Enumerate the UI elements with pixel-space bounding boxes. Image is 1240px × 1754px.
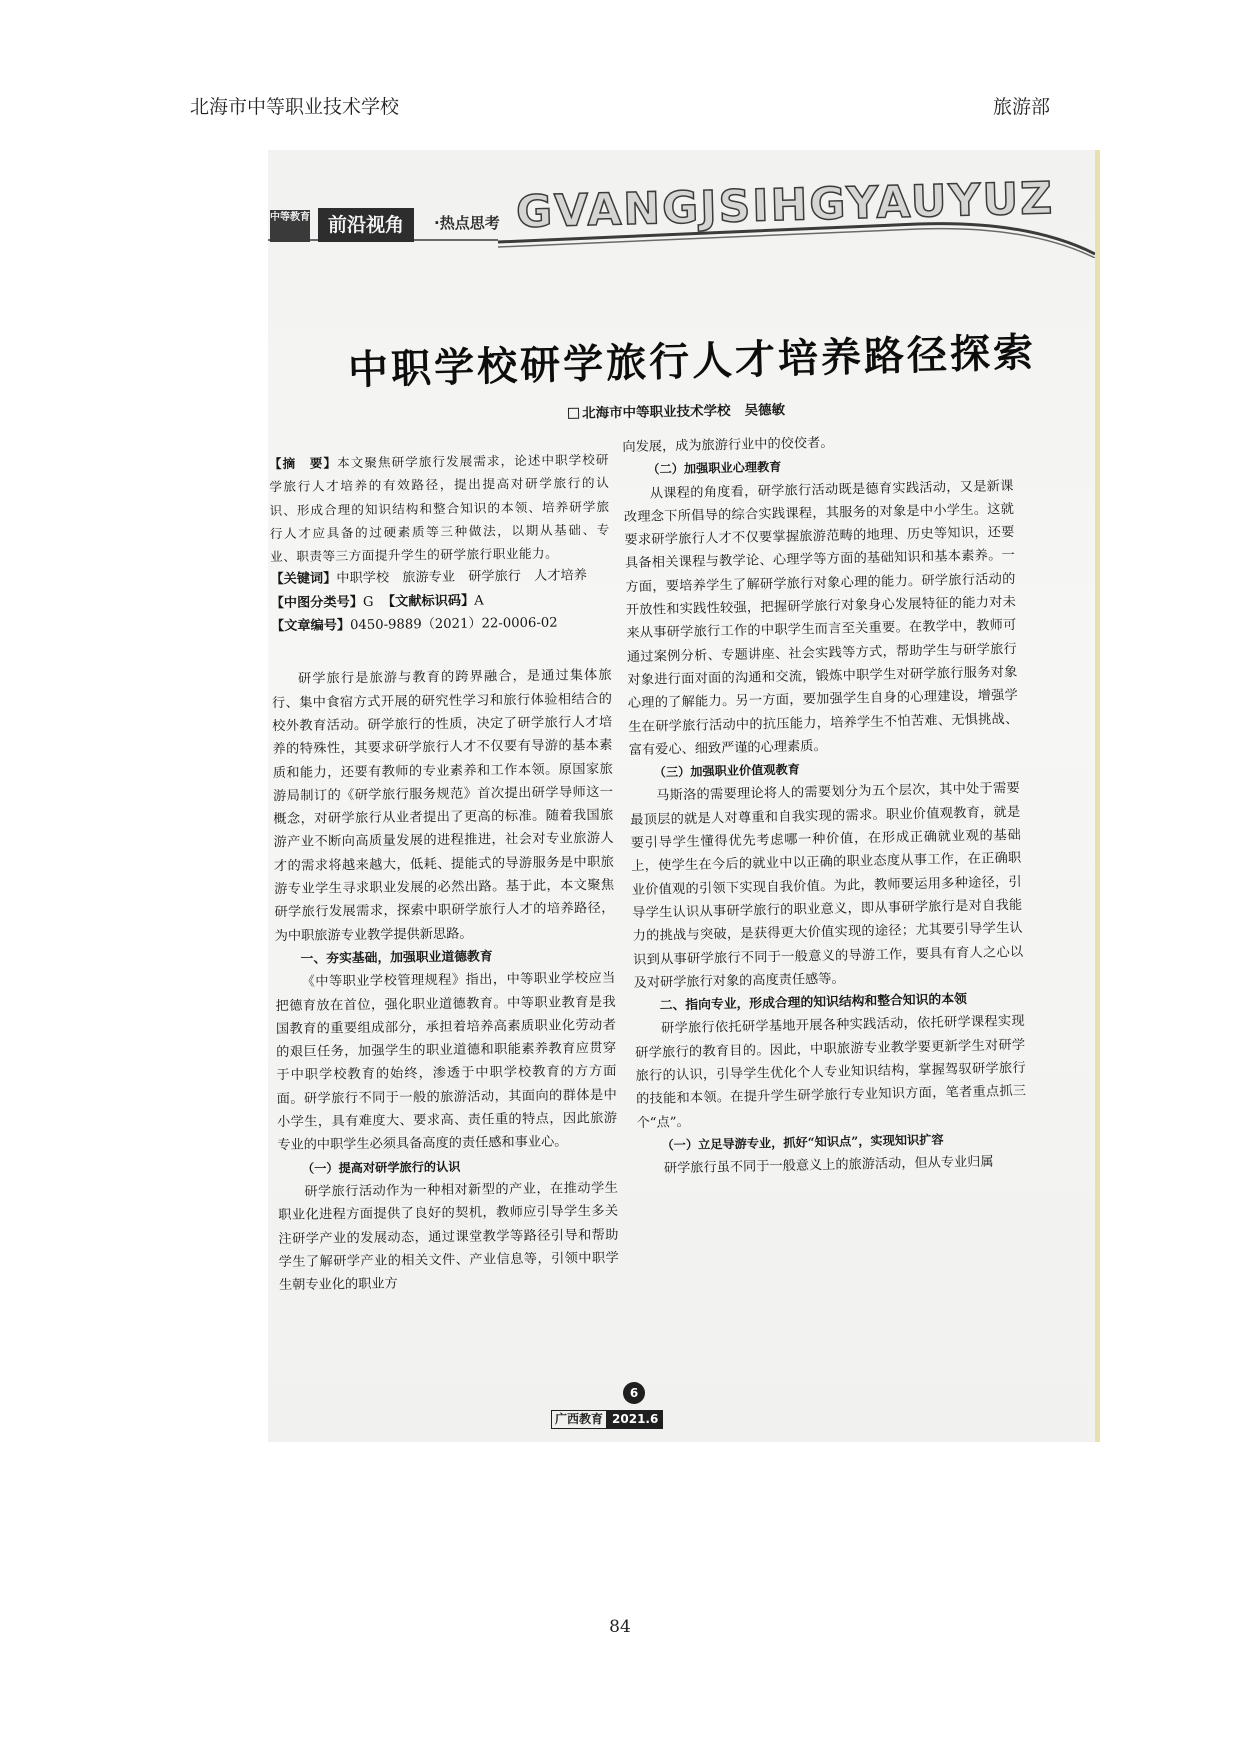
doc-code-value: A [474, 593, 484, 609]
issue-page-number: 6 [623, 1382, 645, 1404]
header-school: 北海市中等职业技术学校 [190, 96, 400, 118]
continued-paragraph: 向发展，成为旅游行业中的佼佼者。 [622, 435, 834, 456]
sub2-paragraph: 从课程的角度看，研学旅行活动既是德育实践活动，又是新课改理念下所倡导的综合实践课程，其服务的对象是中小学生。这就要求研学旅行人才不仅要掌握旅游范畴的地理、历史等知识，还要具备相关课程与教学论、心理学等方面的基础知识和基本素养。一方面，要培养学生了解研学旅行对象心理的能力。研学旅行活动的开放性和实践性较强，把握研学旅行对象身心发展特征的能力对未来从事研学旅行工作的中职学生而言至关重要。在教学中，教师可通过案例分析、专题讲座、社会实践等方式，帮助学生与研学旅行对象进行面对面的沟通和交流，锻炼中职学生对研学旅行服务对象心理的了解能力。另一方面，要加强学生自身的心理建设，增强学生在研学旅行活动中的抗压能力，培养学生不怕苦难、无惧挑战、富有爱心、细致严谨的心理素质。 [623, 478, 1019, 758]
sub2-heading: （二）加强职业心理教育 [647, 460, 782, 477]
keywords-label: 【关键词】 [270, 571, 337, 588]
byline [568, 398, 785, 422]
decorative-band-text: GVANGJSIHGYAUYUZ [515, 172, 1055, 239]
scanned-article-page [268, 150, 1100, 1442]
article-no-value: 0450-9889（2021）22-0006-02 [350, 615, 558, 634]
page-number: 84 [609, 1617, 631, 1637]
magazine-footer [551, 1410, 663, 1427]
magazine-badge: 中等教育 [270, 210, 310, 242]
sub3-paragraph: 马斯洛的需要理论将人的需要划分为五个层次，其中处于需要最顶层的就是人对尊重和自我实现的需求。职业价值观教育，就是要引导学生懂得优先考虑哪一种价值，在形成正确就业观的基础上，使学生在今后的就业中以正确的职业态度从事工作，在正确职业价值观的引领下实现自我价值。为此，教师要运用多种途径，引导学生认识从事研学旅行的职业意义，即从事研学旅行是对自我能力的挑战与突破，是获得更大价值实现的途径；尤其要引导学生认识到从事研学旅行不同于一般意义的导游工作，要具有育人之心以及对研学旅行对象的高度责任感等。 [630, 781, 1024, 991]
left-column [269, 448, 619, 1297]
intro-paragraph: 研学旅行是旅游与教育的跨界融合，是通过集体旅行、集中食宿方式开展的研究性学习和旅行体验相结合的校外教育活动。研学旅行的性质，决定了研学旅行人才培养的特殊性，其要求研学旅行人才不仅要有导游的基本素质和能力，还要有教师的专业素养和工作本领。原国家旅游局制订的《研学旅行服务规范》首次提出研学导师这一概念，对研学旅行从业者提出了更高的标准。随着我国旅游产业不断向高质量发展的进程推进，社会对专业旅游人才的需求将越来越大，低耗、提能式的导游服务是中职旅游专业学生寻求职业发展的必然出路。基于此，本文聚焦研学旅行发展需求，探索中职研学旅行人才的培养路径，为中职旅游专业教学提供新思路。 [271, 668, 615, 944]
doc-code-label: 【文献标识码】 [381, 593, 475, 610]
author-name: 吴德敏 [744, 402, 786, 419]
section2-paragraph: 研学旅行依托研学基地开展各种实践活动，依托研学课程实现研学旅行的教育目的。因此，中职旅游专业教学要更新学生对研学旅行的认识，引导学生优化个人专业知识结构，掌握驾驭研学旅行的技能和本领。在提升学生研学旅行专业知识方面，笔者重点抓三个“点”。 [635, 1014, 1027, 1131]
sub1-paragraph: 研学旅行活动作为一种相对新型的产业，在推动学生职业化进程方面提供了良好的契机，教师应引导学生多关注研学产业的发展动态，通过课堂教学等路径引导和帮助学生了解研学产业的相关文件、产业信息等，引领中职学生朝专业化的职业方 [278, 1180, 619, 1294]
section1-paragraph: 《中等职业学校管理规程》指出，中等职业学校应当把德育放在首位，强化职业道德教育。中等职业教育是我国教育的重要组成部分，承担着培养高素质职业化劳动者的艰巨任务，加强学生的职业道德和职能素养教育应贯穿于中职学校教育的始终，渗透于中职学校教育的方方面面。研学旅行不同于一般的旅游活动，其面向的群体是中小学生，具有难度大、要求高、责任重的特点，因此旅游专业的中职学生必须具备高度的责任感和事业心。 [275, 971, 618, 1154]
sub4-heading: （一）立足导游专业，抓好“知识点”，实现知识扩容 [661, 1132, 944, 1153]
page-header [190, 92, 1050, 120]
header-department: 旅游部 [992, 96, 1050, 118]
magazine-name: 广西教育 [551, 1410, 607, 1429]
sub3-heading: （三）加强职业价值观教育 [653, 762, 801, 780]
abstract-text: 本文聚焦研学旅行发展需求，论述中职学校研学旅行人才培养的有效路径，提出提高对研学旅行的认识、形成合理的知识结构和整合知识的本领、培养研学旅行人才应具备的过硬素质等三种做法，以期从基础、专业、职责等三方面提升学生的研学旅行职业能力。 [269, 451, 610, 565]
column-title: 前沿视角 [318, 208, 414, 242]
article-title: 中职学校研学旅行人才培养路径探索 [347, 328, 1037, 394]
author-affiliation: 北海市中等职业技术学校 [581, 403, 731, 422]
section1-heading: 一、夯实基础，加强职业道德教育 [300, 949, 493, 967]
byline-box-icon [568, 408, 579, 419]
keywords [270, 564, 610, 591]
sub1-heading: （一）提高对研学旅行的认识 [301, 1159, 461, 1176]
article-no-label: 【文章编号】 [270, 618, 351, 635]
keywords-text: 中职学校 旅游专业 研学旅行 人才培养 [336, 568, 587, 587]
magazine-date: 2021.6 [607, 1410, 663, 1429]
clc-label: 【中图分类号】 [270, 594, 364, 611]
right-column [622, 428, 1028, 1182]
column-subtitle: ·热点思考 [434, 214, 500, 232]
abstract [269, 448, 610, 569]
clc-value: G [362, 594, 374, 610]
sub4-paragraph: 研学旅行虽不同于一般意义上的旅游活动，但从专业归属 [663, 1154, 994, 1177]
abstract-label: 【摘 要】 [268, 455, 338, 472]
section2-heading: 二、指向专业，形成合理的知识结构和整合知识的本领 [659, 992, 967, 1014]
